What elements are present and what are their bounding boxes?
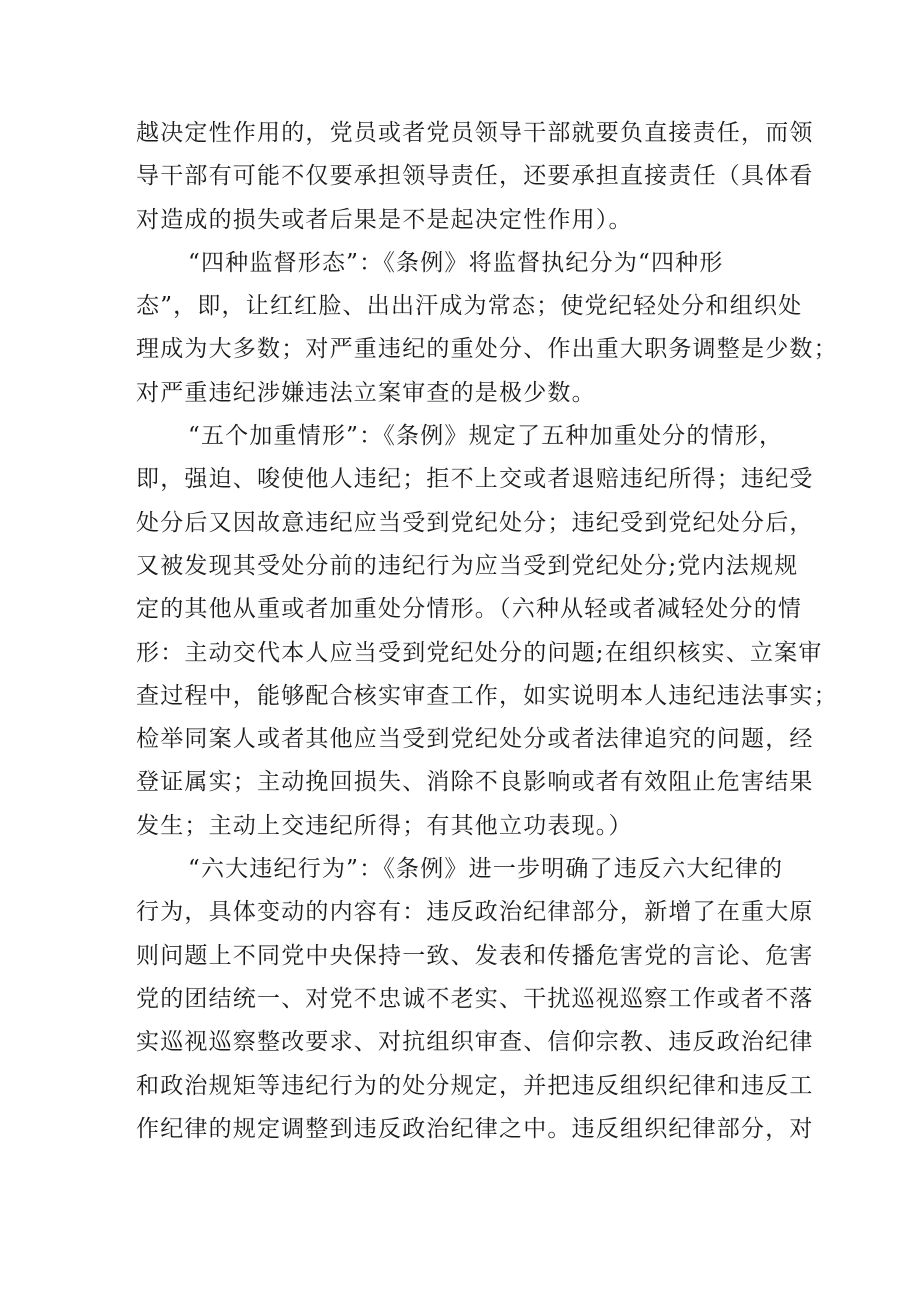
text-line: 态”，即，让红红脸、出出汗成为常态；使党纪轻处分和组织处 <box>136 293 803 320</box>
document-body <box>136 112 838 1151</box>
text-line: 党的团结统一、对党不忠诚不老实、干扰巡视巡察工作或者不落 <box>136 985 814 1012</box>
text-line: 处分后又因故意违纪应当受到党纪处分；违纪受到党纪处分后， <box>136 509 814 536</box>
text-line: 行为，具体变动的内容有：违反政治纪律部分，新增了在重大原 <box>136 899 814 926</box>
text-line: 则问题上不同党中央保持一致、发表和传播危害党的言论、危害 <box>136 942 814 969</box>
text-line: 实巡视巡察整改要求、对抗组织审查、信仰宗教、违反政治纪律 <box>136 1029 814 1056</box>
text-line: 又被发现其受处分前的违纪行为应当受到党纪处分;党内法规规 <box>136 552 799 579</box>
text-line: “六大违纪行为”：《条例》进一步明确了违反六大纪律的 <box>188 856 784 883</box>
text-line: “五个加重情形”：《条例》规定了五种加重处分的情形， <box>188 423 784 450</box>
text-line: 登证属实；主动挽回损失、消除不良影响或者有效阻止危害结果 <box>136 769 814 796</box>
text-line: 定的其他从重或者加重处分情形。（六种从轻或者减轻处分的情 <box>136 596 803 623</box>
text-line: “四种监督形态”：《条例》将监督执纪分为“四种形 <box>188 249 724 276</box>
text-line: 查过程中，能够配合核实审查工作，如实说明本人违纪违法事实； <box>136 682 838 709</box>
text-line: 即，强迫、唆使他人违纪；拒不上交或者退赔违纪所得；违纪受 <box>136 466 814 493</box>
text-line: 和政治规矩等违纪行为的处分规定，并把违反组织纪律和违反工 <box>136 1072 814 1099</box>
text-line: 形：主动交代本人应当受到党纪处分的问题;在组织核实、立案审 <box>136 639 823 666</box>
text-line: 作纪律的规定调整到违反政治纪律之中。违反组织纪律部分，对 <box>136 1115 814 1142</box>
text-line: 发生；主动上交违纪所得；有其他立功表现。） <box>136 812 633 839</box>
text-line: 越决定性作用的，党员或者党员领导干部就要负直接责任，而领 <box>136 120 814 146</box>
text-line: 对严重违纪涉嫌违法立案审查的是极少数。 <box>136 379 596 406</box>
text-line: 对造成的损失或者后果是不是起决定性作用）。 <box>136 206 633 233</box>
text-line: 检举同案人或者其他应当受到党纪处分或者法律追究的问题，经 <box>136 726 814 753</box>
text-line: 导干部有可能不仅要承担领导责任，还要承担直接责任（具体看 <box>136 163 814 190</box>
text-line: 理成为大多数；对严重违纪的重处分、作出重大职务调整是少数； <box>136 336 838 363</box>
